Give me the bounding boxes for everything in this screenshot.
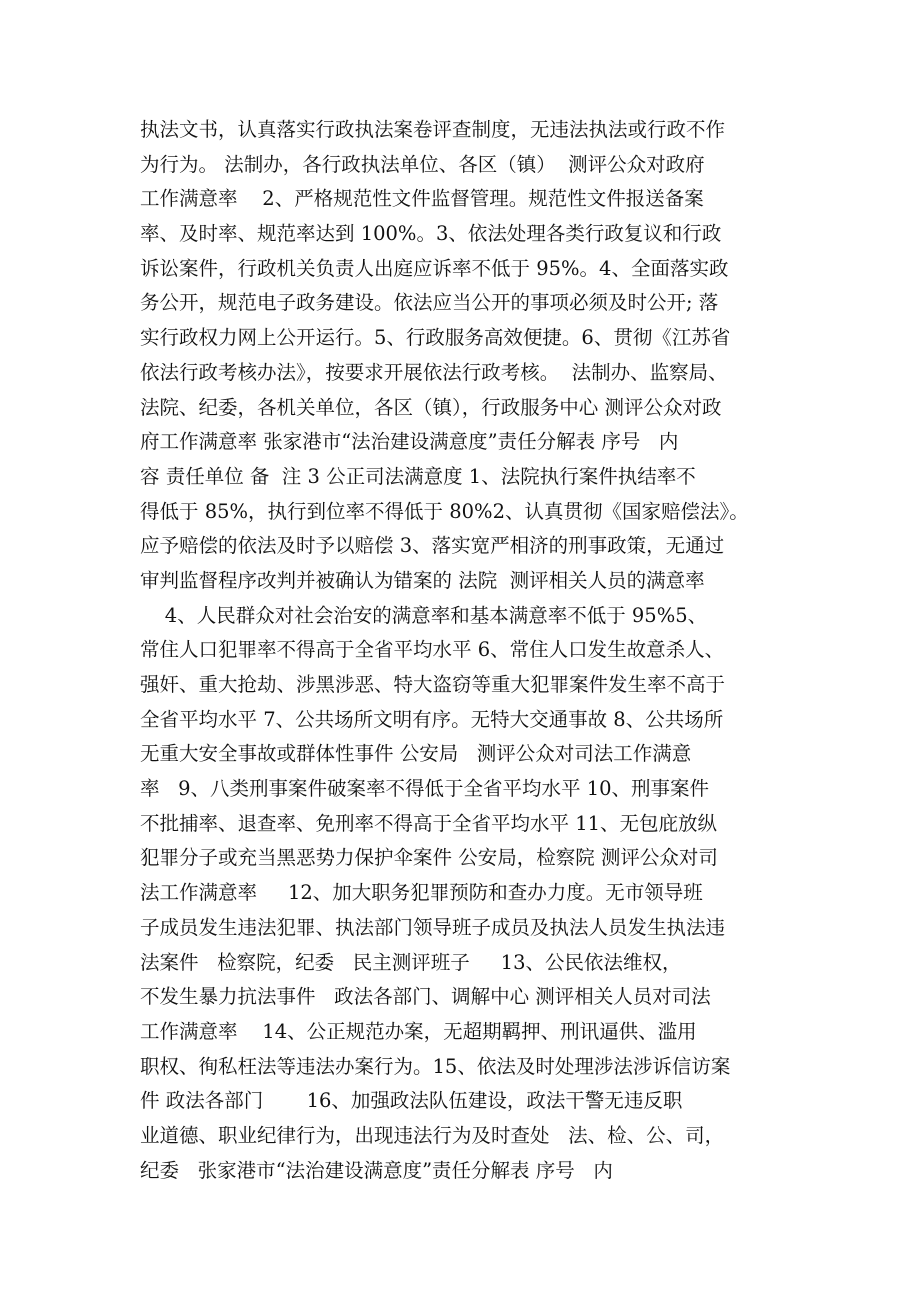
text-line: 职权、徇私枉法等违法办案行为。15、依法及时处理涉法涉诉信访案 xyxy=(140,1054,731,1078)
text-line: 不批捕率、退查率、免刑率不得高于全省平均水平 11、无包庇放纵 xyxy=(140,811,718,835)
text-line: 为行为。 法制办，各行政执法单位、各区（镇） 测评公众对政府 xyxy=(140,152,705,176)
body-text xyxy=(140,113,780,1188)
text-line: 法院、纪委，各机关单位，各区（镇），行政服务中心 测评公众对政 xyxy=(140,395,722,419)
text-line: 率 9、八类刑事案件破案率不得低于全省平均水平 10、刑事案件 xyxy=(140,777,710,801)
text-line: 府工作满意率 张家港市“法治建设满意度”责任分解表 序号 内 xyxy=(140,430,679,454)
text-line: 诉讼案件，行政机关负责人出庭应诉率不低于 95%。4、全面落实政 xyxy=(140,256,729,280)
text-line: 工作满意率 14、公正规范办案，无超期羁押、刑讯逼供、滥用 xyxy=(140,1019,697,1043)
text-line: 子成员发生违法犯罪、执法部门领导班子成员及执法人员发生执法违 xyxy=(140,915,726,939)
text-line: 4、人民群众对社会治安的满意率和基本满意率不低于 95%5、 xyxy=(140,603,708,627)
text-line: 依法行政考核办法》，按要求开展依法行政考核。 法制办、监察局、 xyxy=(140,360,728,384)
text-line: 强奸、重大抢劫、涉黑涉恶、特大盗窃等重大犯罪案件发生率不高于 xyxy=(140,673,726,696)
text-line: 无重大安全事故或群体性事件 公安局 测评公众对司法工作满意 xyxy=(140,742,692,766)
text-line: 务公开，规范电子政务建设。依法应当公开的事项必须及时公开; 落 xyxy=(140,291,719,315)
text-line: 不发生暴力抗法事件 政法各部门、调解中心 测评相关人员对司法 xyxy=(140,985,711,1009)
text-line: 得低于 85%，执行到位率不得低于 80%2、认真贯彻《国家赔偿法》。 xyxy=(140,499,749,523)
text-line: 常住人口犯罪率不得高于全省平均水平 6、常住人口发生故意杀人、 xyxy=(140,638,725,662)
text-line: 容 责任单位 备 注 3 公正司法满意度 1、法院执行案件执结率不 xyxy=(140,464,696,488)
text-line: 实行政权力网上公开运行。5、行政服务高效便捷。6、贯彻《江苏省 xyxy=(140,326,731,350)
text-line: 全省平均水平 7、公共场所文明有序。无特大交通事故 8、公共场所 xyxy=(140,707,724,731)
text-line: 审判监督程序改判并被确认为错案的 法院 测评相关人员的满意率 xyxy=(140,568,705,592)
text-line: 纪委 张家港市“法治建设满意度”责任分解表 序号 内 xyxy=(140,1158,613,1182)
text-line: 工作满意率 2、严格规范性文件监督管理。规范性文件报送备案 xyxy=(140,187,704,211)
text-line: 业道德、职业纪律行为，出现违法行为及时查处 法、检、公、司， xyxy=(140,1123,725,1147)
text-line: 应予赔偿的依法及时予以赔偿 3、落实宽严相济的刑事政策，无通过 xyxy=(140,534,725,558)
text-line: 执法文书，认真落实行政执法案卷评查制度，无违法执法或行政不作 xyxy=(140,118,726,141)
text-line: 犯罪分子或充当黑恶势力保护伞案件 公安局，检察院 测评公众对司 xyxy=(140,846,718,870)
text-line: 法工作满意率 12、加大职务犯罪预防和查办力度。无市领导班 xyxy=(140,881,703,905)
text-line: 件 政法各部门 16、加强政法队伍建设，政法干警无违反职 xyxy=(140,1089,683,1113)
text-line: 率、及时率、规范率达到 100%。3、依法处理各类行政复议和行政 xyxy=(140,222,722,246)
text-line: 法案件 检察院，纪委 民主测评班子 13、公民依法维权， xyxy=(140,950,682,974)
